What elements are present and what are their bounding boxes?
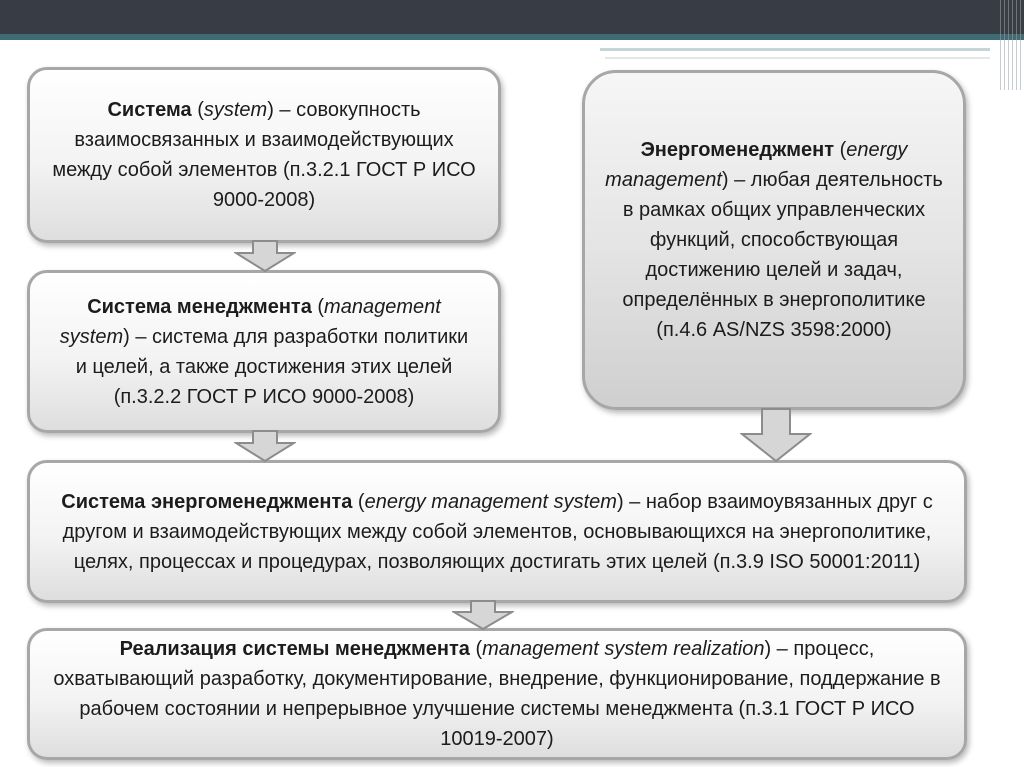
english-term-energy-management-system: energy management system [364,490,617,513]
paren-open: ( [834,139,847,161]
definition-box-energy-management [582,70,966,410]
paren-open: ( [311,295,325,318]
definition-text-system [52,95,476,215]
definition-text-management-system [52,292,476,412]
term-system: Система [107,99,192,121]
definition-box-energy-management-system [27,460,967,603]
definition-text-energy-management [603,135,945,345]
definition-energy-management-system: ) – набор взаимоувязанных друг с другом и взаимодействующих между собой элементов, основывающихся на энергополитике, целях, процессах и процедурах, позволяющих достигать этих целей (п.3.9 ISO 50001:2011) [62,490,933,573]
down-arrow-icon [234,430,296,462]
top-bar [0,0,1024,34]
decorative-stripe [600,48,990,51]
definition-energy-management: ) – любая деятельность в рамках общих управленческих функций, способствующая достижению целей и задач, определённых в энергополитике (п.4.6 AS/NZS 3598:2000) [622,169,943,341]
down-arrow-icon [452,600,514,630]
decorative-stripe-thin [605,57,990,59]
decorative-edge-lines [1000,0,1024,90]
english-term-realization: management system realization [482,638,765,660]
term-energy-management-system: Система энергоменеджмента [61,490,353,513]
english-term-system: system [203,99,268,121]
paren-open: ( [191,99,204,121]
definition-box-system [27,67,501,243]
definition-box-realization [27,628,967,760]
down-arrow-icon [740,408,812,462]
definition-text-realization [50,634,944,754]
definition-box-management-system [27,270,501,433]
term-energy-management: Энергоменеджмент [640,139,835,161]
definition-realization: ) – процесс, охватывающий разработку, документирование, внедрение, функционирование, поддержание в рабочем состоянии и непрерывное улучшение системы менеджмента (п.3.1 ГОСТ Р ИСО 10019-2007) [53,638,941,750]
english-term-energy-management: energy management [605,139,908,191]
term-realization: Реализация системы менеджмента [119,638,470,660]
term-management-system: Система менеджмента [87,295,312,318]
down-arrow-icon [234,240,296,272]
definition-text-energy-management-system [50,487,944,577]
definition-system: ) – совокупность взаимосвязанных и взаимодействующих между собой элементов (п.3.2.1 ГОСТ Р ИСО 9000-2008) [52,99,476,211]
accent-stripe [0,34,1024,40]
english-term-management-system: management system [59,295,441,348]
definition-management-system: ) – система для разработки политики и целей, а также достижения этих целей (п.3.2.2 ГОСТ Р ИСО 9000-2008) [75,325,469,408]
paren-open: ( [352,490,365,513]
paren-open: ( [469,638,483,660]
